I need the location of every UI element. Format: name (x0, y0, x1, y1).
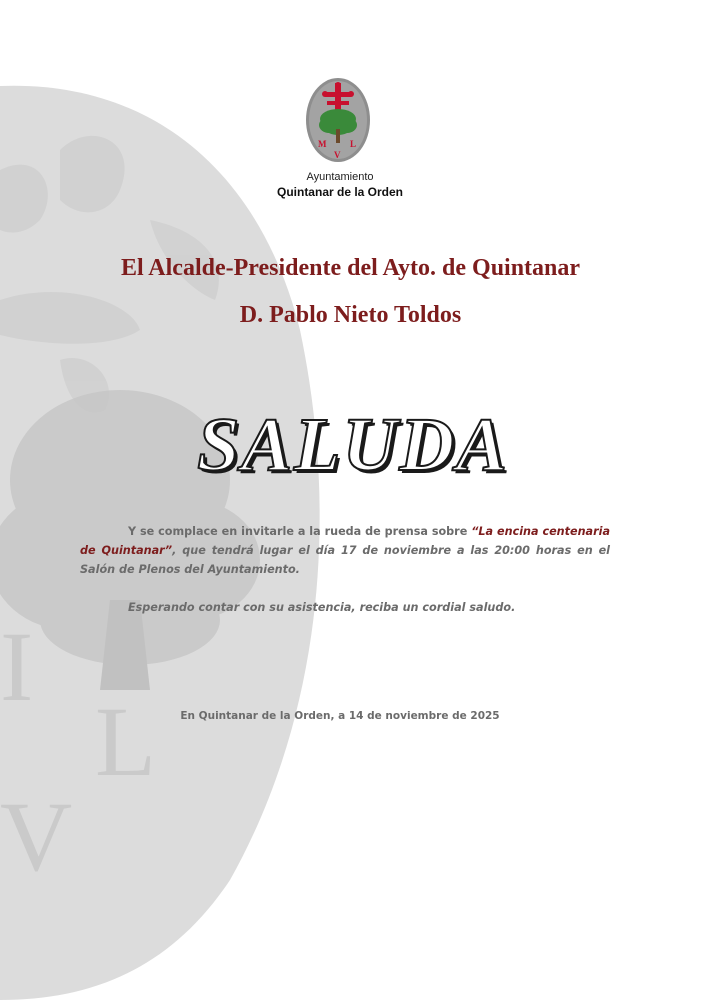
svg-text:I: I (0, 611, 34, 722)
heading-line-1: El Alcalde-Presidente del Ayto. de Quintanar (120, 255, 581, 281)
event-title: “La encina centenaria de Quintanar” (80, 525, 610, 557)
logo-letter-bottom: V (334, 150, 341, 160)
municipal-coat-of-arms-logo (305, 77, 371, 163)
date-line: En Quintanar de la Orden, a 14 de noviembre de 2025 (180, 710, 500, 722)
saluda-title: SALUDA (197, 403, 509, 487)
invitation-text-start: Y se complace en invitarle a la rueda de prensa sobre (128, 525, 472, 538)
brand-label: Ayuntamiento (306, 171, 374, 183)
logo-letter-left: M (318, 139, 327, 149)
svg-text:V: V (0, 781, 73, 892)
closing-paragraph: Esperando contar con su asistencia, reciba un cordial saludo. (128, 601, 516, 614)
svg-text:L: L (95, 686, 157, 797)
logo-letter-right: L (350, 139, 357, 149)
invitation-text-end: , que tendrá lugar el día 17 de noviembre a las 20:00 horas en el Salón de Plenos del Ayuntamiento. (80, 544, 610, 576)
brand-name: Quintanar de la Orden (276, 185, 404, 199)
invitation-paragraph (80, 522, 610, 579)
heading-line-2: D. Pablo Nieto Toldos (239, 302, 462, 328)
